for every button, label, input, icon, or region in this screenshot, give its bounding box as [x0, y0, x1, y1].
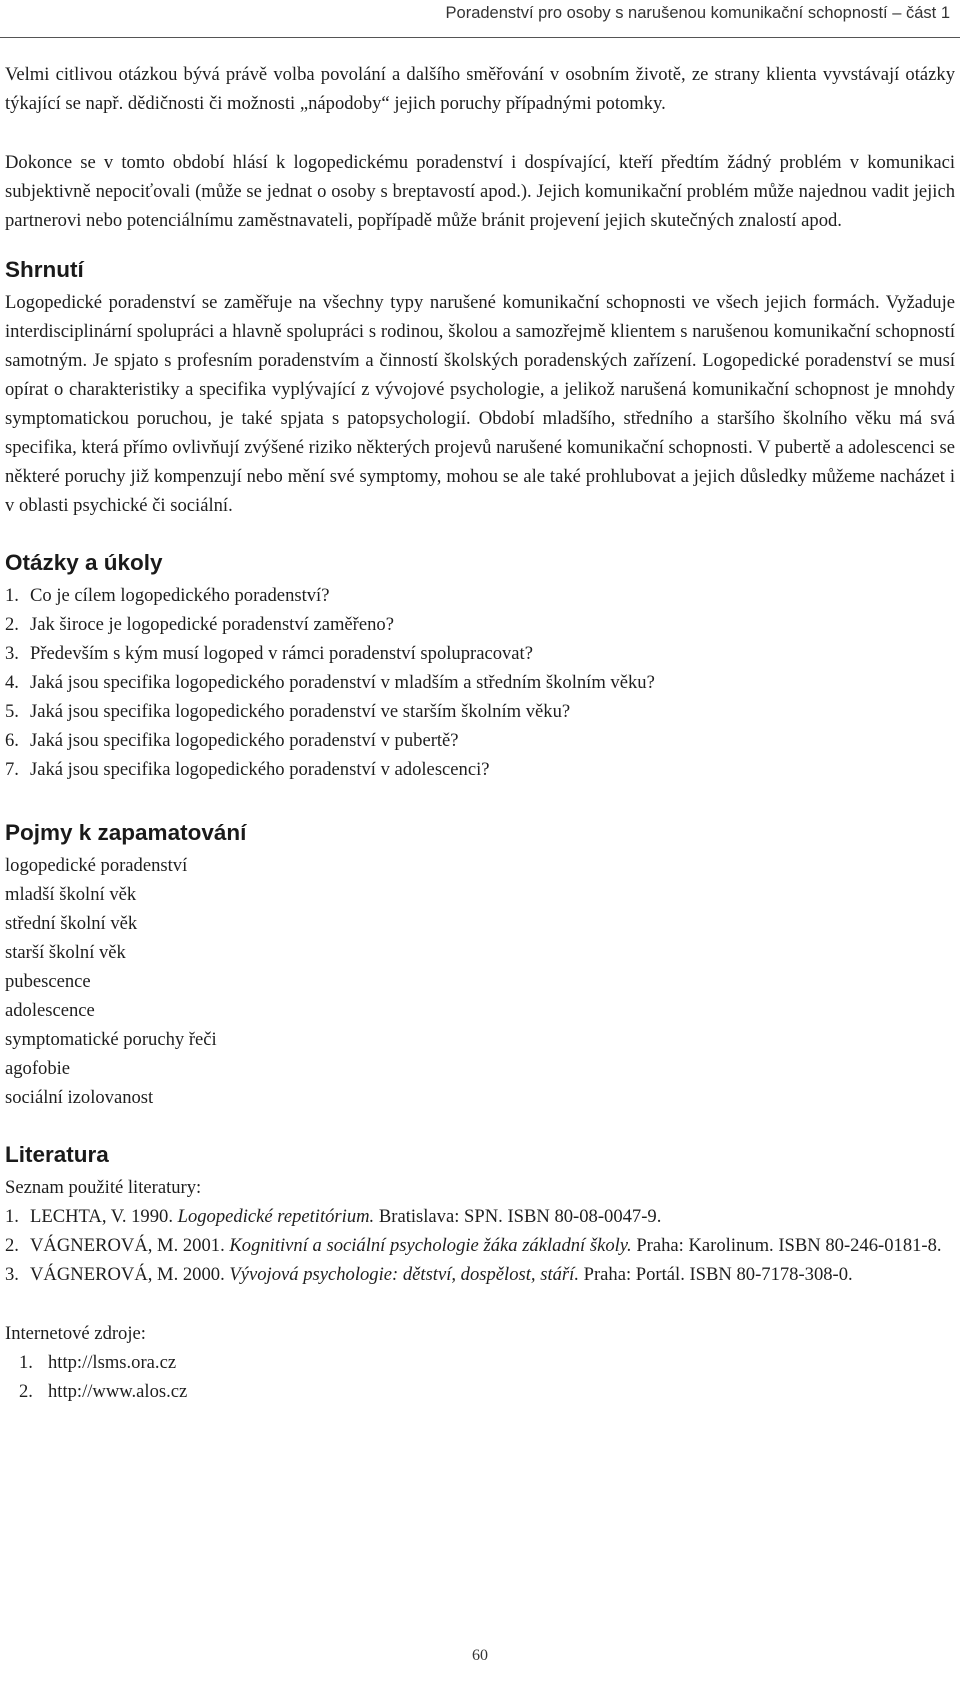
reference-author: LECHTA, V. 1990.	[30, 1206, 178, 1227]
question-number: 4.	[5, 672, 19, 693]
term-item: symptomatické poruchy řeči	[5, 1029, 217, 1050]
terms-list	[5, 851, 955, 1112]
web-sources-list	[5, 1348, 955, 1406]
terms-heading: Pojmy k zapamatování	[5, 820, 247, 845]
running-header: Poradenství pro osoby s narušenou komunikační schopností – část 1	[445, 4, 950, 22]
reference-number: 3.	[5, 1264, 19, 1285]
term-item: střední školní věk	[5, 913, 138, 934]
reference-text	[30, 1231, 955, 1260]
question-item	[5, 726, 955, 755]
reference-publisher: Praha: Portál. ISBN 80-7178-308-0.	[578, 1264, 853, 1285]
reference-title: Kognitivní a sociální psychologie žáka základní školy.	[229, 1235, 632, 1256]
question-text: Jaká jsou specifika logopedického poradenství ve starším školním věku?	[30, 701, 571, 722]
reference-author: VÁGNEROVÁ, M. 2000.	[30, 1264, 230, 1285]
literature-list	[5, 1202, 955, 1289]
header-rule	[0, 37, 960, 38]
web-source-item	[5, 1348, 955, 1377]
term-item: logopedické poradenství	[5, 855, 188, 876]
question-number: 3.	[5, 643, 19, 664]
question-number: 7.	[5, 759, 19, 780]
question-item	[5, 639, 955, 668]
question-number: 1.	[5, 585, 19, 606]
question-number: 2.	[5, 614, 19, 635]
summary-text: Logopedické poradenství se zaměřuje na všechny typy narušené komunikační schopnosti ve všech jejich formách. Vyžaduje interdisciplinární spolupráci a hlavně spolupráci s rodinou, školou a samozřejmě klientem s narušenou komunikační schopností samotným. Je spjato s profesním poradenstvím a činností školských poradenských zařízení. Logopedické poradenství se musí opírat o charakteristiky a specifika vyplývající z vývojové psychologie, a jelikož narušená komunikační schopnost je mnohdy symptomatickou poruchou, je také spjata s patopsychologií. Období mladšího, středního a staršího školního věku má svá specifika, která přímo ovlivňují zvýšené riziko některých projevů narušené komunikační schopnosti. V pubertě a adolescenci se některé poruchy již kompenzují nebo mění své symptomy, mohou se ale také prohlubovat a jejich důsledky můžeme nacházet i v oblasti psychické či sociální.	[5, 292, 955, 516]
term-item: sociální izolovanost	[5, 1087, 154, 1108]
question-item	[5, 610, 955, 639]
web-source-number: 1.	[19, 1352, 33, 1373]
paragraph-career: Velmi citlivou otázkou bývá právě volba povolání a dalšího směřování v osobním životě, ze strany klienta vyvstávají otázky týkající se např. dědičnosti či možnosti „nápodoby“ jejich poruchy případnými potomky.	[5, 64, 955, 114]
question-text: Jak široce je logopedické poradenství zaměřeno?	[30, 614, 394, 635]
question-number: 6.	[5, 730, 19, 751]
term-item: adolescence	[5, 1000, 95, 1021]
reference-author: VÁGNEROVÁ, M. 2001.	[30, 1235, 230, 1256]
term-item: agofobie	[5, 1058, 71, 1079]
reference-item	[5, 1202, 955, 1231]
question-item	[5, 668, 955, 697]
question-text: Jaká jsou specifika logopedického poradenství v pubertě?	[30, 730, 459, 751]
web-source-link[interactable]: http://www.alos.cz	[48, 1381, 188, 1402]
questions-heading: Otázky a úkoly	[5, 550, 163, 575]
web-sources-label: Internetové zdroje:	[5, 1323, 146, 1344]
question-text: Jaká jsou specifika logopedického poradenství v mladším a středním školním věku?	[30, 672, 655, 693]
reference-item	[5, 1260, 955, 1289]
paragraph-adolescents: Dokonce se v tomto období hlásí k logopedickému poradenství i dospívající, kteří předtím žádný problém v komunikaci subjektivně nepociťovali (může se jednat o osoby s breptavostí apod.). Jejich komunikační problém může najednou vadit jejich partnerovi nebo potenciálnímu zaměstnavateli, popřípadě může bránit projevení jejich skutečných znalostí apod.	[5, 152, 955, 231]
reference-number: 1.	[5, 1206, 19, 1227]
page-number: 60	[472, 1647, 488, 1664]
question-number: 5.	[5, 701, 19, 722]
web-source-number: 2.	[19, 1381, 33, 1402]
reference-text	[30, 1202, 955, 1231]
literature-intro: Seznam použité literatury:	[5, 1177, 202, 1198]
reference-text	[30, 1260, 955, 1289]
question-item	[5, 697, 955, 726]
reference-number: 2.	[5, 1235, 19, 1256]
questions-list	[5, 581, 955, 784]
web-source-item	[5, 1377, 955, 1406]
question-text: Jaká jsou specifika logopedického poradenství v adolescenci?	[30, 759, 490, 780]
summary-heading: Shrnutí	[5, 257, 84, 282]
reference-item	[5, 1231, 955, 1260]
question-item	[5, 755, 955, 784]
term-item: pubescence	[5, 971, 91, 992]
term-item: starší školní věk	[5, 942, 126, 963]
reference-publisher: Bratislava: SPN. ISBN 80-08-0047-9.	[374, 1206, 662, 1227]
web-source-link[interactable]: http://lsms.ora.cz	[48, 1352, 177, 1373]
term-item: mladší školní věk	[5, 884, 137, 905]
reference-publisher: Praha: Karolinum. ISBN 80-246-0181-8.	[631, 1235, 942, 1256]
question-text: Především s kým musí logoped v rámci poradenství spolupracovat?	[30, 643, 533, 664]
reference-title: Vývojová psychologie: dětství, dospělost, stáří.	[229, 1264, 579, 1285]
literature-heading: Literatura	[5, 1142, 109, 1167]
reference-title: Logopedické repetitórium.	[177, 1206, 375, 1227]
question-item	[5, 581, 955, 610]
page-content	[5, 60, 955, 1406]
question-text: Co je cílem logopedického poradenství?	[30, 585, 330, 606]
